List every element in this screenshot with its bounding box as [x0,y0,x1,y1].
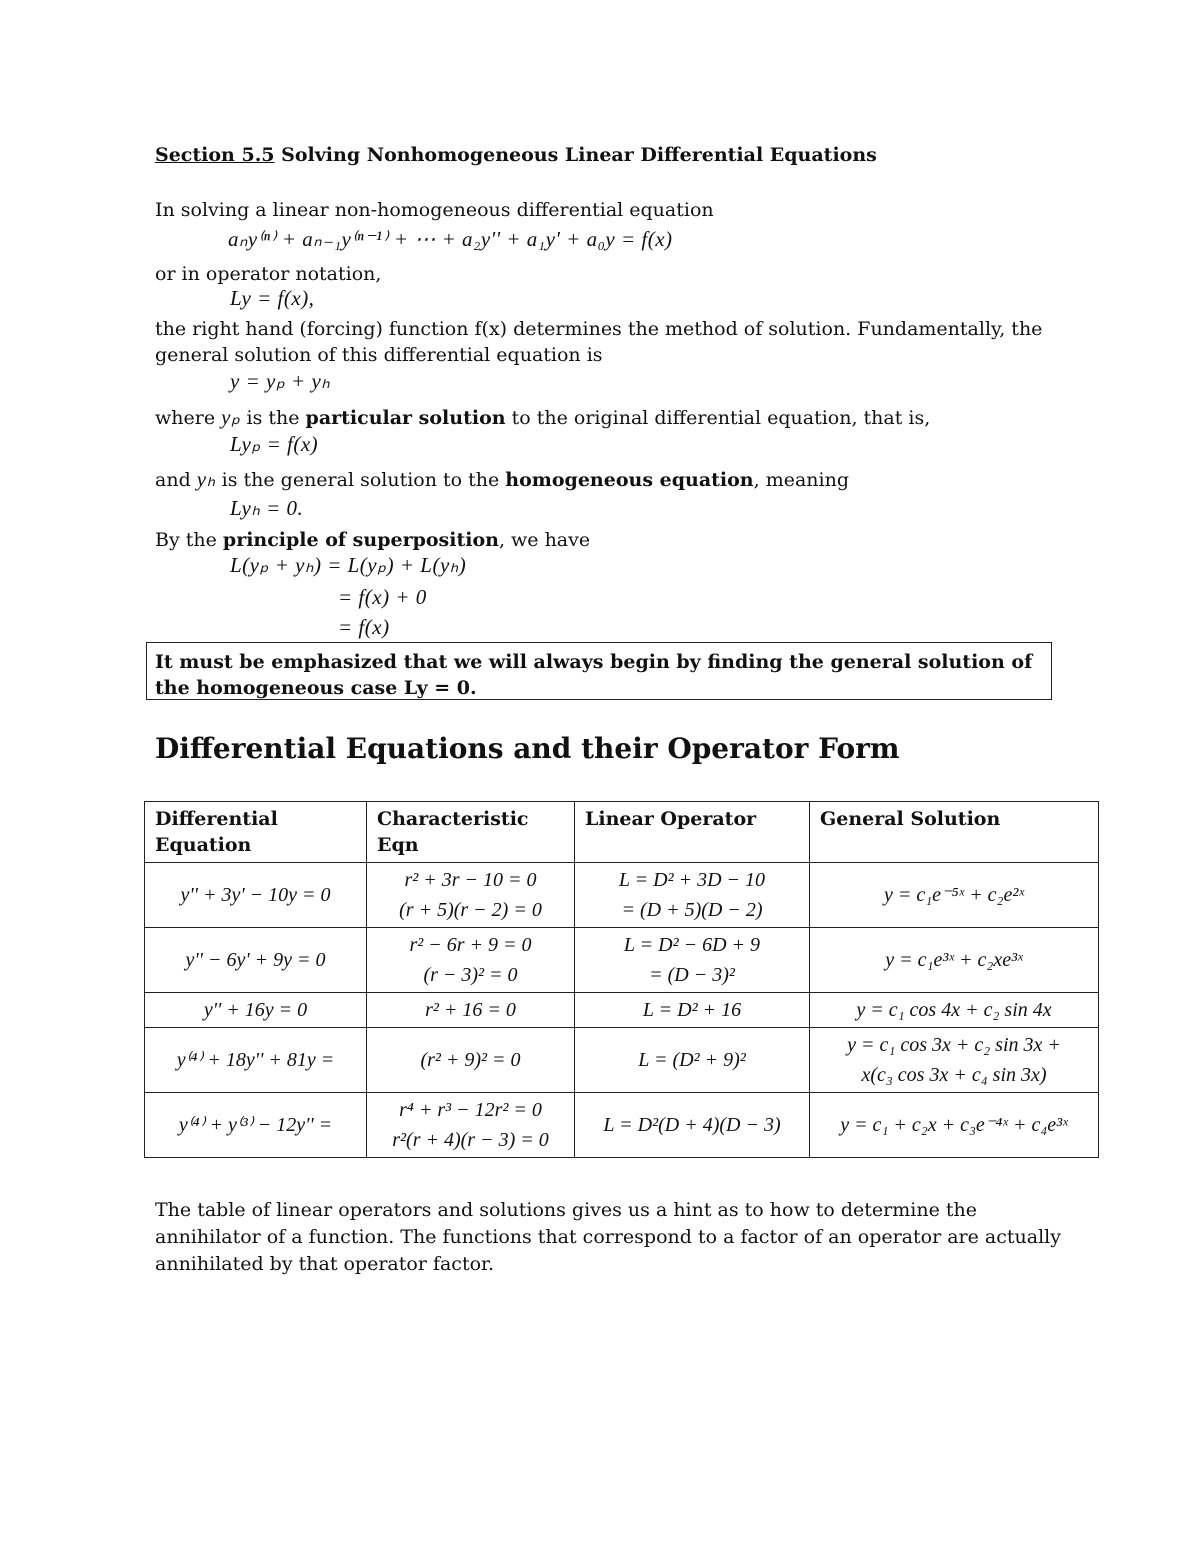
cell-linear-operator [575,1028,810,1093]
cell-general-solution [810,863,1099,928]
cell-characteristic-eqn [367,1028,575,1093]
op-line: L = D² + 16 [642,999,742,1021]
char-line: r² + 3r − 10 = 0 [404,869,537,891]
op-line: L = D² + 3D − 10 [618,869,766,891]
cell-differential-equation: y⁽⁴⁾ + y⁽³⁾ − 12y'' = [145,1093,367,1158]
header-linear-operator: Linear Operator [575,802,810,863]
section-label: Section 5.5 [155,144,275,166]
table-row [145,863,1099,928]
char-line: (r² + 9)² = 0 [420,1049,521,1071]
operator-table [144,801,1099,1158]
table-row [145,928,1099,993]
and-pre: and [155,469,191,491]
intro-text: In solving a linear non-homogeneous differential equation [155,199,714,221]
section-heading [155,144,877,166]
table-row [145,1028,1099,1093]
superposition-equation-1: L(yₚ + yₕ) = L(yₚ) + L(yₕ) [230,553,467,577]
where-post: to the original differential equation, that is, [511,407,931,429]
op-line: L = (D² + 9)² [638,1049,746,1071]
sol-line: y = c₁e⁻⁵ˣ + c₂e²ˣ [883,884,1025,906]
sol-line: y = c₁ cos 4x + c₂ sin 4x [856,999,1052,1021]
char-line: r² − 6r + 9 = 0 [409,934,532,956]
header-characteristic-eqn: Characteristic Eqn [367,802,575,863]
and-post: , meaning [753,469,850,491]
sol-line: y = c₁ + c₂x + c₃e⁻⁴ˣ + c₄e³ˣ [840,1114,1068,1136]
cell-characteristic-eqn [367,1093,575,1158]
header-general-solution: General Solution [810,802,1099,863]
op-line: L = D² − 6D + 9 [623,934,761,956]
operator-equation: Ly = f(x), [230,286,315,310]
op-line: = (D − 3)² [649,964,735,986]
forcing-paragraph-line-2: general solution of this differential equation is [155,344,603,366]
cell-characteristic-eqn [367,993,575,1028]
particular-equation: Lyₚ = f(x) [230,432,319,456]
superposition-bold-term: principle of superposition [222,529,499,551]
and-mid: is the general solution to the [221,469,500,491]
closing-paragraph-line-2: annihilator of a function. The functions that correspond to a factor of an operator are actually [155,1226,1061,1248]
char-line: r⁴ + r³ − 12r² = 0 [399,1099,542,1121]
op-line: = (D + 5)(D − 2) [621,899,763,921]
cell-differential-equation: y'' − 6y' + 9y = 0 [145,928,367,993]
char-line: r² + 16 = 0 [425,999,516,1021]
where-bold-term: particular solution [305,407,506,429]
cell-linear-operator [575,1093,810,1158]
cell-linear-operator [575,863,810,928]
closing-paragraph-line-3: annihilated by that operator factor. [155,1253,495,1275]
where-pre: where [155,407,216,429]
and-line [155,466,849,493]
where-variable: yₚ [221,405,241,429]
superposition-equation-3: = f(x) [338,615,390,639]
superposition-equation-2: = f(x) + 0 [338,585,427,609]
where-line [155,404,930,431]
homogeneous-equation: Lyₕ = 0. [230,496,304,520]
char-line: (r − 3)² = 0 [423,964,518,986]
section-title: Solving Nonhomogeneous Linear Differential Equations [281,144,877,166]
superposition-post: , we have [498,529,591,551]
sol-line: x(c₃ cos 3x + c₄ sin 3x) [861,1064,1047,1086]
cell-general-solution [810,993,1099,1028]
table-row [145,993,1099,1028]
cell-general-solution [810,1028,1099,1093]
cell-linear-operator [575,993,810,1028]
cell-differential-equation: y'' + 16y = 0 [145,993,367,1028]
forcing-paragraph-line-1: the right hand (forcing) function f(x) determines the method of solution. Fundamentally, the [155,318,1043,340]
cell-linear-operator [575,928,810,993]
operator-intro: or in operator notation, [155,263,382,285]
cell-differential-equation: y⁽⁴⁾ + 18y'' + 81y = [145,1028,367,1093]
table-row [145,1093,1099,1158]
general-equation: aₙy⁽ⁿ⁾ + aₙ₋₁y⁽ⁿ⁻¹⁾ + ⋯ + a₂y'' + a₁y' + a₀y = f(x) [228,227,673,251]
cell-characteristic-eqn [367,928,575,993]
char-line: r²(r + 4)(r − 3) = 0 [392,1129,549,1151]
header-differential-equation: Differential Equation [145,802,367,863]
cell-general-solution [810,1093,1099,1158]
table-header-row [145,802,1099,863]
emphasis-box: It must be emphasized that we will always begin by finding the general solution of the homogeneous case Ly = 0. [146,642,1052,700]
where-mid: is the [246,407,300,429]
superposition-line [155,527,590,553]
cell-differential-equation: y'' + 3y' − 10y = 0 [145,863,367,928]
table-title: Differential Equations and their Operator Form [155,732,900,765]
op-line: L = D²(D + 4)(D − 3) [603,1114,781,1136]
sol-line: y = c₁ cos 3x + c₂ sin 3x + [847,1034,1061,1056]
and-variable: yₕ [196,467,216,491]
cell-general-solution [810,928,1099,993]
char-line: (r + 5)(r − 2) = 0 [399,899,542,921]
and-bold-term: homogeneous equation [505,469,754,491]
sol-line: y = c₁e³ˣ + c₂xe³ˣ [885,949,1023,971]
superposition-pre: By the [155,529,217,551]
closing-paragraph-line-1: The table of linear operators and solutions gives us a hint as to how to determine the [155,1199,977,1221]
cell-characteristic-eqn [367,863,575,928]
sum-equation: y = yₚ + yₕ [230,369,331,393]
